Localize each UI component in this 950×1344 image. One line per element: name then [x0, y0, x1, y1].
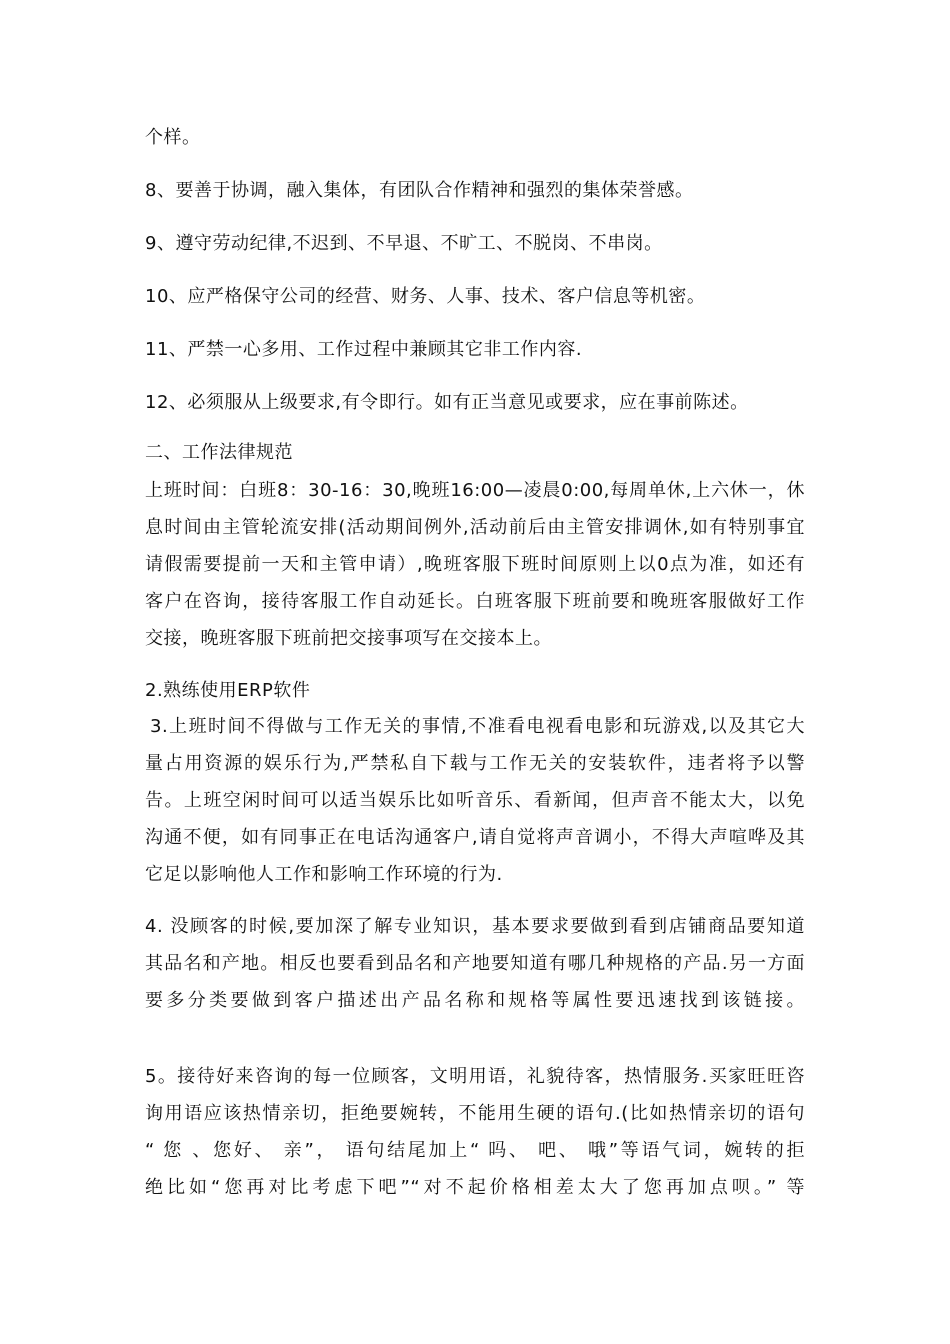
paragraph-line: 个样。 [145, 127, 201, 148]
paragraph-line: 要多分类要做到客户描述出产品名称和规格等属性要迅速找到该链接。 [145, 990, 805, 1011]
rule-item-8: 8、要善于协调，融入集体，有团队合作精神和强烈的集体荣誉感。 [145, 180, 694, 201]
paragraph-line: 息时间由主管轮流安排(活动期间例外,活动前后由主管安排调休,如有特别事宜 [145, 517, 805, 538]
paragraph-line: 客户在咨询，接待客服工作自动延长。白班客服下班前要和晚班客服做好工作 [145, 591, 805, 612]
paragraph-line: 上班时间：白班8：30-16：30,晚班16:00—凌晨0:00,每周单休,上六休一，休 [145, 480, 805, 501]
paragraph-line: 量占用资源的娱乐行为,严禁私自下载与工作无关的安装软件，违者将予以警 [145, 753, 805, 774]
paragraph-line: “ 您 、您好、 亲”， 语句结尾加上“ 吗、 吧、 哦”等语气词，婉转的拒 [145, 1140, 805, 1161]
paragraph-line: 4. 没顾客的时候,要加深了解专业知识，基本要求要做到看到店铺商品要知道 [145, 916, 805, 937]
paragraph-line: 告。上班空闲时间可以适当娱乐比如听音乐、看新闻，但声音不能太大，以免 [145, 790, 805, 811]
paragraph-line: 询用语应该热情亲切，拒绝要婉转，不能用生硬的语句.(比如热情亲切的语句 [145, 1103, 805, 1124]
rule-item-12: 12、必须服从上级要求,有令即行。如有正当意见或要求，应在事前陈述。 [145, 392, 749, 413]
rule-item-11: 11、严禁一心多用、工作过程中兼顾其它非工作内容. [145, 339, 583, 360]
paragraph-line: 3.上班时间不得做与工作无关的事情,不准看电视看电影和玩游戏,以及其它大 [150, 716, 805, 737]
paragraph-line: 交接，晚班客服下班前把交接事项写在交接本上。 [145, 628, 552, 649]
section-heading: 二、工作法律规范 [145, 442, 293, 463]
paragraph-line: 请假需要提前一天和主管申请）,晚班客服下班时间原则上以0点为准，如还有 [145, 554, 805, 575]
paragraph-line: 其品名和产地。相反也要看到品名和产地要知道有哪几种规格的产品.另一方面 [145, 953, 805, 974]
rule-item-10: 10、应严格保守公司的经营、财务、人事、技术、客户信息等机密。 [145, 286, 706, 307]
paragraph-line: 它足以影响他人工作和影响工作环境的行为. [145, 864, 503, 885]
paragraph-line: 绝比如“您再对比考虑下吧”“对不起价格相差太大了您再加点呗。” 等 [145, 1177, 805, 1198]
paragraph-line: 沟通不便，如有同事正在电话沟通客户,请自觉将声音调小，不得大声喧哗及其 [145, 827, 805, 848]
paragraph-line: 5。接待好来咨询的每一位顾客，文明用语，礼貌待客，热情服务.买家旺旺咨 [145, 1066, 805, 1087]
rule-item-2: 2.熟练使用ERP软件 [145, 680, 311, 701]
rule-item-9: 9、遵守劳动纪律,不迟到、不早退、不旷工、不脱岗、不串岗。 [145, 233, 663, 254]
